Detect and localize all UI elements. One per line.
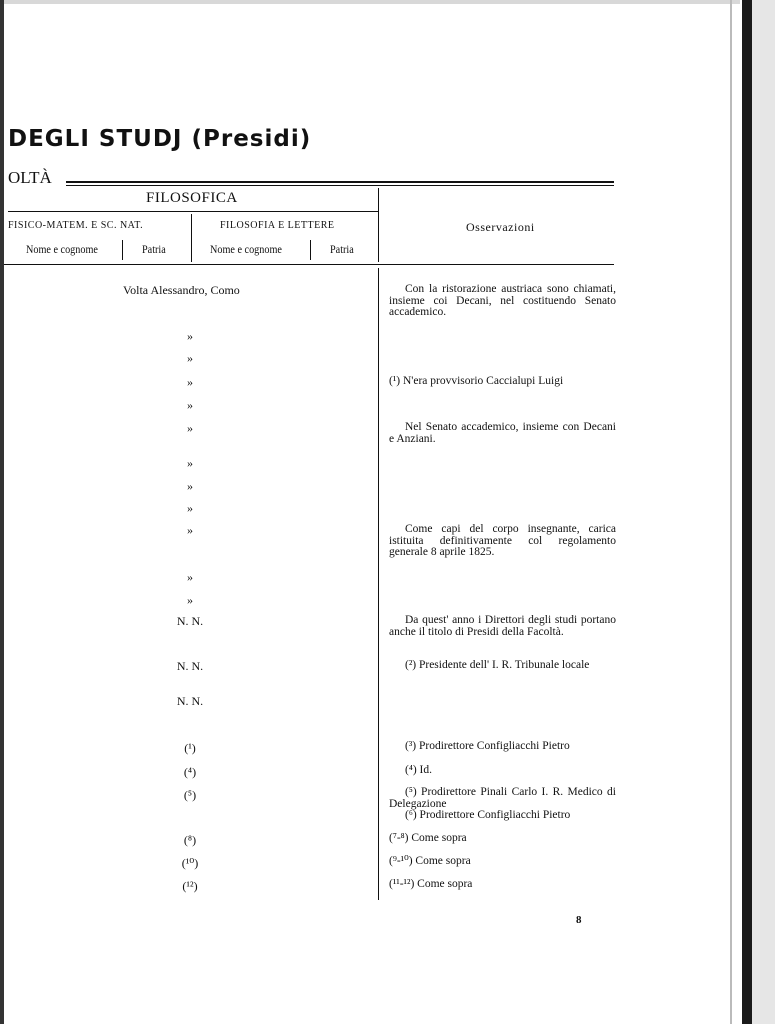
divider-sub xyxy=(191,214,192,262)
observation-note: (⁵) Prodirettore Pinali Carlo I. R. Medico di Delegazione xyxy=(389,786,616,810)
list-item: (⁸) xyxy=(183,833,197,847)
list-item: » xyxy=(187,570,193,584)
divider-patria-1 xyxy=(122,240,123,260)
scan-right-binding xyxy=(742,0,752,1024)
header-rule-bottom xyxy=(4,264,614,265)
observation-note: (⁷‑⁸) Come sopra xyxy=(389,832,467,844)
list-item: » xyxy=(187,501,193,515)
page-number: 8 xyxy=(576,914,582,926)
header-rule-group xyxy=(8,211,378,212)
observation-note: Come capi del corpo insegnante, carica istituita definitivamente col regolamento generale 8 aprile 1825. xyxy=(389,523,616,558)
list-item: » xyxy=(187,456,193,470)
page-title: DEGLI STUDJ (Presidi) xyxy=(8,126,312,152)
list-item: » xyxy=(187,351,193,365)
observation-note: Nel Senato accademico, insieme con Decani e Anziani. xyxy=(389,421,616,445)
observation-note: (⁶) Prodirettore Configliacchi Pietro xyxy=(405,809,571,821)
column-header-name-1: Nome e cognome xyxy=(26,242,98,256)
subheader-fisico: FISICO-MATEM. E SC. NAT. xyxy=(8,220,144,231)
list-item: (¹⁰) xyxy=(181,856,199,870)
double-rule-top xyxy=(66,181,614,183)
double-rule-bottom xyxy=(66,185,614,186)
list-item: » xyxy=(187,398,193,412)
observation-note: Da quest' anno i Direttori degli studi portano anche il titolo di Presidi della Facoltà. xyxy=(389,614,616,638)
list-item: N. N. xyxy=(176,614,204,628)
list-item: Volta Alessandro, Como xyxy=(123,283,240,297)
observation-note: (⁴) Id. xyxy=(405,764,432,776)
observation-note: (²) Presidente dell' I. R. Tribunale locale xyxy=(405,659,590,671)
list-item: » xyxy=(187,329,193,343)
column-header-osservazioni: Osservazioni xyxy=(466,220,535,234)
list-item: » xyxy=(187,375,193,389)
list-item: (⁴) xyxy=(183,765,197,779)
scan-top-edge xyxy=(0,0,740,4)
list-item: » xyxy=(187,479,193,493)
divider-osservazioni-header xyxy=(378,188,379,262)
group-header-filosofica: FILOSOFICA xyxy=(146,190,238,206)
column-header-patria-2: Patria xyxy=(330,242,354,256)
scan-fold-line xyxy=(730,0,732,1024)
list-item: N. N. xyxy=(176,694,204,708)
list-item: (¹²) xyxy=(182,879,198,893)
observation-note: (³) Prodirettore Configliacchi Pietro xyxy=(405,740,570,752)
observation-note: (¹) N'era provvisorio Caccialupi Luigi xyxy=(389,375,564,387)
list-item: (⁵) xyxy=(183,788,197,802)
list-item: (¹) xyxy=(184,741,196,755)
list-item: » xyxy=(187,421,193,435)
observation-note: (⁹‑¹⁰) Come sopra xyxy=(389,855,471,867)
list-item: » xyxy=(187,593,193,607)
column-header-name-2: Nome e cognome xyxy=(210,242,282,256)
observation-note: Con la ristorazione austriaca sono chiamati, insieme coi Decani, nel costituendo Senato accademico. xyxy=(389,283,616,318)
observation-note: (¹¹‑¹²) Come sopra xyxy=(389,878,473,890)
list-item: N. N. xyxy=(176,659,204,673)
subheader-lettere: FILOSOFIA E LETTERE xyxy=(220,220,335,231)
list-item: » xyxy=(187,523,193,537)
column-header-patria-1: Patria xyxy=(142,242,166,256)
divider-patria-2 xyxy=(310,240,311,260)
faculty-label: OLTÀ xyxy=(8,168,52,187)
scan-right-margin xyxy=(752,0,775,1024)
